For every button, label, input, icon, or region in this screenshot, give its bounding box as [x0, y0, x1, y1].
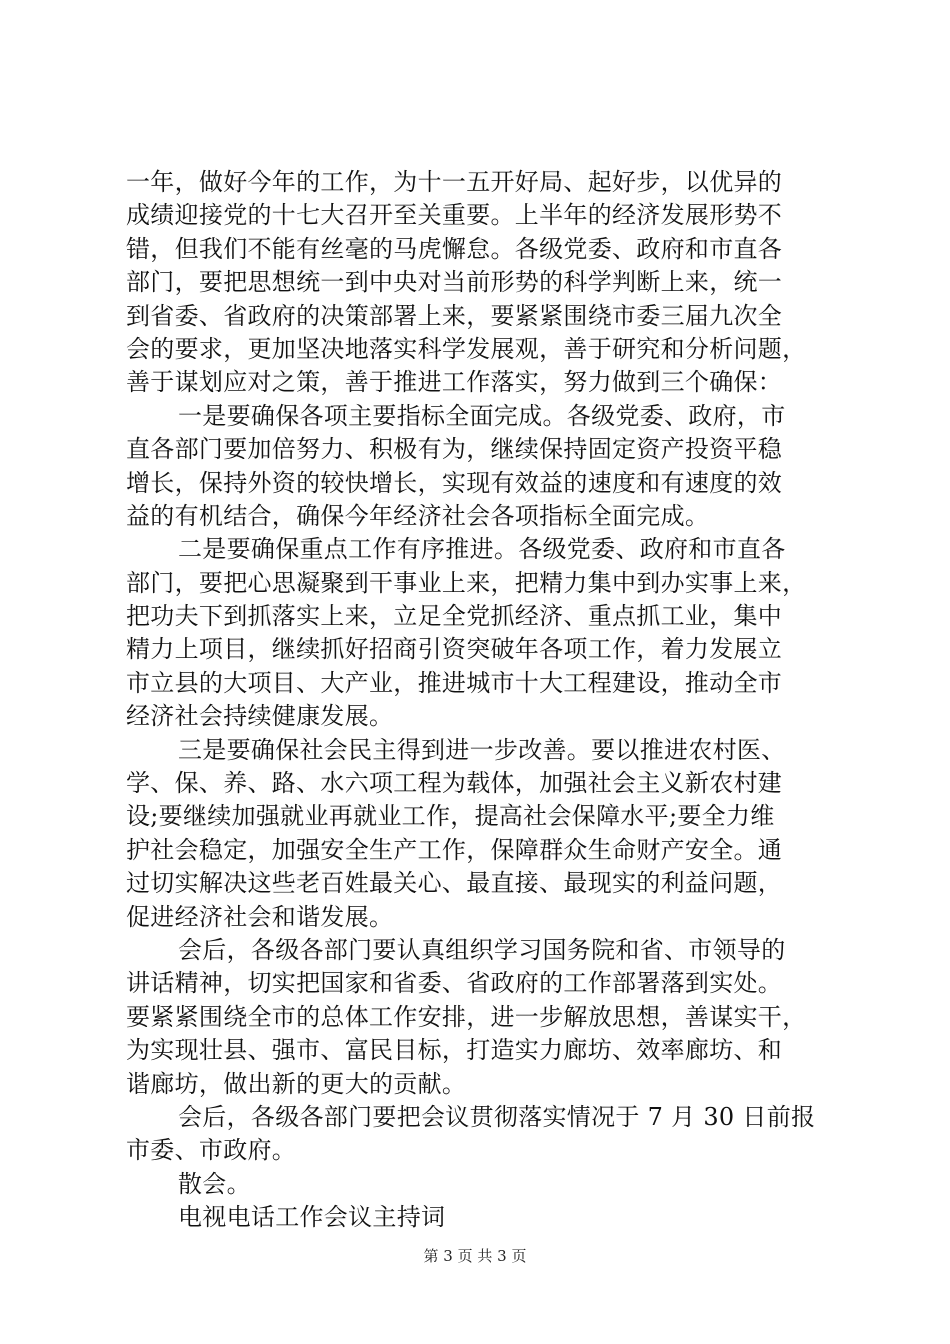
text-line: 学、保、养、路、水六项工程为载体，加强社会主义新农村建: [126, 769, 783, 798]
text-line: 为实现壮县、强市、富民目标，打造实力廊坊、效率廊坊、和: [126, 1036, 783, 1065]
text-line: 市立县的大项目、大产业，推进城市十大工程建设，推动全市: [126, 668, 783, 697]
text-line: 把功夫下到抓落实上来，立足全党抓经济、重点抓工业，集中: [126, 602, 783, 631]
text-line: 市委、市政府。: [126, 1136, 297, 1165]
text-line: 设;要继续加强就业再就业工作，提高社会保障水平;要全力维: [126, 802, 775, 831]
text-line: 要紧紧围绕全市的总体工作安排，进一步解放思想，善谋实干，: [126, 1002, 807, 1031]
text-line: 到省委、省政府的决策部署上来，要紧紧围绕市委三届九次全: [126, 301, 783, 330]
text-line: 一年，做好今年的工作，为十一五开好局、起好步，以优异的: [126, 168, 783, 196]
text-line: 促进经济社会和谐发展。: [126, 902, 394, 931]
text-line: 一是要确保各项主要指标全面完成。各级党委、政府，市: [178, 401, 786, 430]
text-line: 增长，保持外资的较快增长，实现有效益的速度和有速度的效: [126, 468, 783, 497]
text-line: 错，但我们不能有丝毫的马虎懈怠。各级党委、政府和市直各: [126, 234, 783, 263]
text-line: 谐廊坊，做出新的更大的贡献。: [126, 1069, 467, 1098]
text-line: 经济社会持续健康发展。: [126, 702, 394, 731]
text-line: 散会。: [178, 1169, 251, 1198]
text-line: 过切实解决这些老百姓最关心、最直接、最现实的利益问题，: [126, 869, 783, 898]
text-line: 会的要求，更加坚决地落实科学发展观，善于研究和分析问题，: [126, 334, 807, 363]
page-footer: 第 3 页 共 3 页: [423, 1247, 527, 1265]
text-line: 精力上项目，继续抓好招商引资突破年各项工作，着力发展立: [126, 635, 783, 664]
text-line: 直各部门要加倍努力、积极有为，继续保持固定资产投资平稳: [126, 435, 783, 464]
text-line: 部门，要把思想统一到中央对当前形势的科学判断上来，统一: [126, 268, 783, 297]
text-line: 二是要确保重点工作有序推进。各级党委、政府和市直各: [178, 535, 786, 564]
text-line: 益的有机结合，确保今年经济社会各项指标全面完成。: [126, 501, 710, 530]
text-line: 部门，要把心思凝聚到干事业上来，把精力集中到办实事上来，: [126, 568, 807, 597]
text-line: 电视电话工作会议主持词: [178, 1203, 446, 1232]
text-line: 护社会稳定，加强安全生产工作，保障群众生命财产安全。通: [126, 835, 783, 864]
text-line: 善于谋划应对之策，善于推进工作落实，努力做到三个确保：: [126, 368, 783, 397]
text-line: 会后，各级各部门要把会议贯彻落实情况于 7 月 30 日前报: [178, 1102, 816, 1131]
document-body: [126, 166, 836, 1235]
text-line: 讲话精神，切实把国家和省委、省政府的工作部署落到实处。: [126, 969, 783, 998]
text-line: 成绩迎接党的十七大召开至关重要。上半年的经济发展形势不: [126, 201, 783, 230]
text-line: 三是要确保社会民主得到进一步改善。要以推进农村医、: [178, 735, 786, 764]
text-line: 会后，各级各部门要认真组织学习国务院和省、市领导的: [178, 935, 786, 964]
